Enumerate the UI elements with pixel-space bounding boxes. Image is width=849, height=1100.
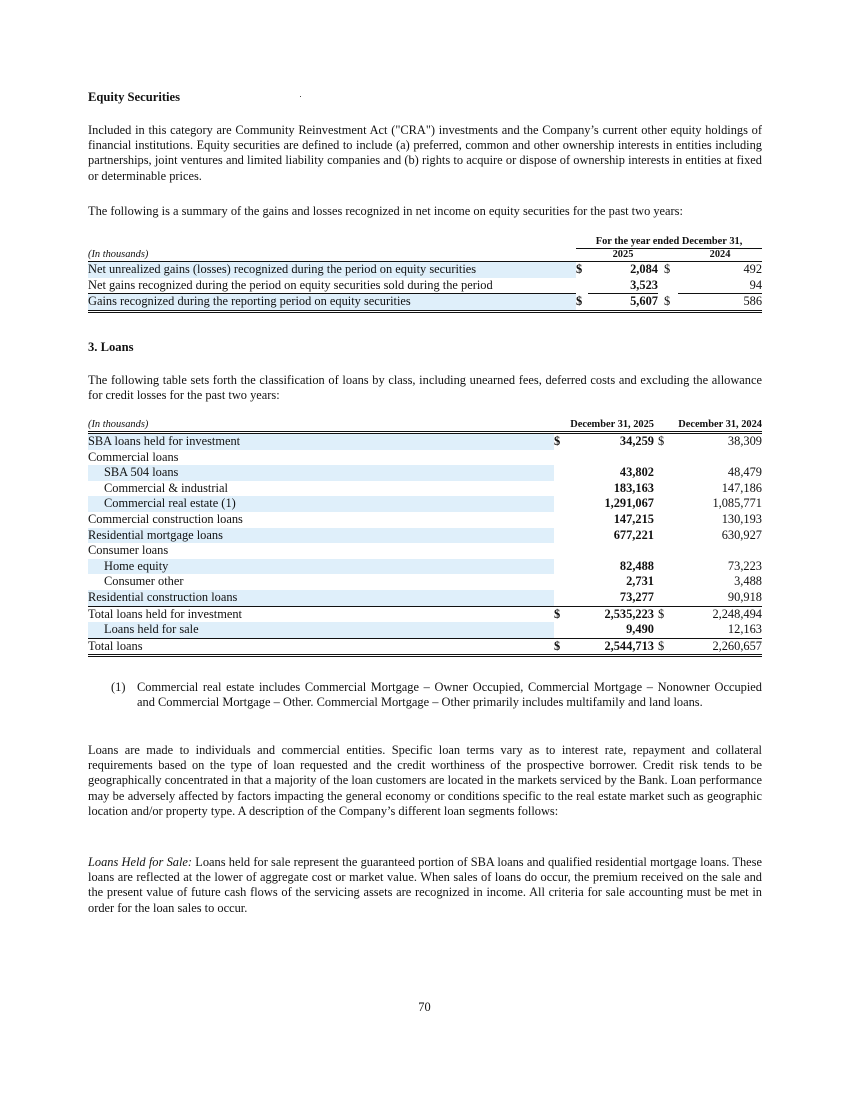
- loans-col-2024: December 31, 2024: [674, 419, 762, 433]
- equity-securities-heading: Equity Securities: [88, 90, 181, 104]
- table-row: Commercial construction loans 147,215 130,193: [88, 511, 762, 526]
- loans-col-2025: December 31, 2025: [568, 419, 654, 433]
- table-row: Net gains recognized during the period on equity securities sold during the period 3,523 94: [88, 278, 762, 294]
- table-row: Home equity 82,488 73,223: [88, 559, 762, 575]
- equity-col-2025: 2025: [588, 249, 658, 262]
- loans-unit-label: (In thousands): [88, 419, 554, 433]
- stray-dot: [300, 96, 301, 97]
- loans-paragraph-1: The following table sets forth the classification of loans by class, including unearned fees, deferred costs and excluding the allowance for credit losses for the past two years:: [88, 373, 762, 403]
- table-row: Consumer loans: [88, 543, 169, 558]
- equity-paragraph-2: The following is a summary of the gains and losses recognized in net income on equity securities for the past two years:: [88, 204, 683, 218]
- table-row: Net unrealized gains (losses) recognized during the period on equity securities $ 2,084 $ 492: [88, 262, 763, 276]
- loans-paragraph-2: Loans are made to individuals and commercial entities. Specific loan terms vary as to interest rate, repayment and collateral requirements based on the type of loan requested and the credit worthiness of the prospective borrower. Credit risk tends to be geographically concentrated in that a majority of the loan customers are located in the markets serviced by the Bank. Loan performance may be adversely affected by factors impacting the general economy or conditions specific to the real estate market such as geographic location and/or property type. A description of the Company’s different loan segments follows:: [88, 743, 762, 818]
- table-row: SBA loans held for investment $ 34,259 $ 38,309: [88, 434, 762, 448]
- footnote-text: Commercial real estate includes Commercial Mortgage – Owner Occupied, Commercial Mortgage – Nonowner Occupied and Commercial Mortgage – Other. Commercial Mortgage – Other primarily includes multifamily and land loans.: [137, 680, 762, 710]
- loans-held-for-sale-lead: Loans Held for Sale:: [88, 855, 193, 869]
- table-row: Commercial loans: [88, 449, 179, 464]
- table-row: Residential mortgage loans 677,221 630,927: [88, 527, 762, 542]
- table-row: Loans held for sale 9,490 12,163: [88, 622, 762, 638]
- page-number: 70: [418, 1000, 431, 1014]
- loans-heading: 3. Loans: [88, 340, 134, 354]
- table-row: Consumer other 2,731 3,488: [104, 574, 762, 589]
- table-row: Total loans $ 2,544,713 $ 2,260,657: [88, 638, 762, 656]
- equity-period-header: For the year ended December 31,: [576, 236, 762, 249]
- table-row: Commercial real estate (1) 1,291,067 1,085,771: [88, 496, 762, 512]
- loans-classification-table: [88, 419, 762, 657]
- equity-unit-label: (In thousands): [88, 249, 576, 262]
- table-row: Total loans held for investment $ 2,535,223 $ 2,248,494: [88, 606, 762, 621]
- table-row: Residential construction loans 73,277 90,918: [88, 590, 762, 606]
- table-row: SBA 504 loans 43,802 48,479: [88, 465, 762, 481]
- loans-held-for-sale-paragraph: [88, 855, 762, 916]
- equity-gains-table: [88, 236, 762, 313]
- footnote-marker: (1): [111, 680, 126, 694]
- table-row: Gains recognized during the reporting period on equity securities $ 5,607 $ 586: [88, 294, 762, 312]
- equity-paragraph-1: Included in this category are Community Reinvestment Act ("CRA") investments and the Company’s current other equity holdings of financial institutions. Equity securities are defined to include (a) preferred, common and other ownership interests in entities including partnerships, joint ventures and limited liability companies and (b) rights to acquire or dispose of ownership interests in entities at fixed or determinable prices.: [88, 123, 762, 183]
- loans-held-for-sale-text: Loans held for sale represent the guaranteed portion of SBA loans and qualified residential mortgage loans. These loans are reflected at the lower of aggregate cost or market value. When sales of loans do occur, the premium received on the sale and the present value of future cash flows of the servicing assets are recognized in income. All criteria for sale accounting must be met in order for the loan sales to occur.: [88, 855, 762, 915]
- table-row: Commercial & industrial 183,163 147,186: [104, 480, 762, 495]
- equity-col-2024: 2024: [678, 249, 762, 262]
